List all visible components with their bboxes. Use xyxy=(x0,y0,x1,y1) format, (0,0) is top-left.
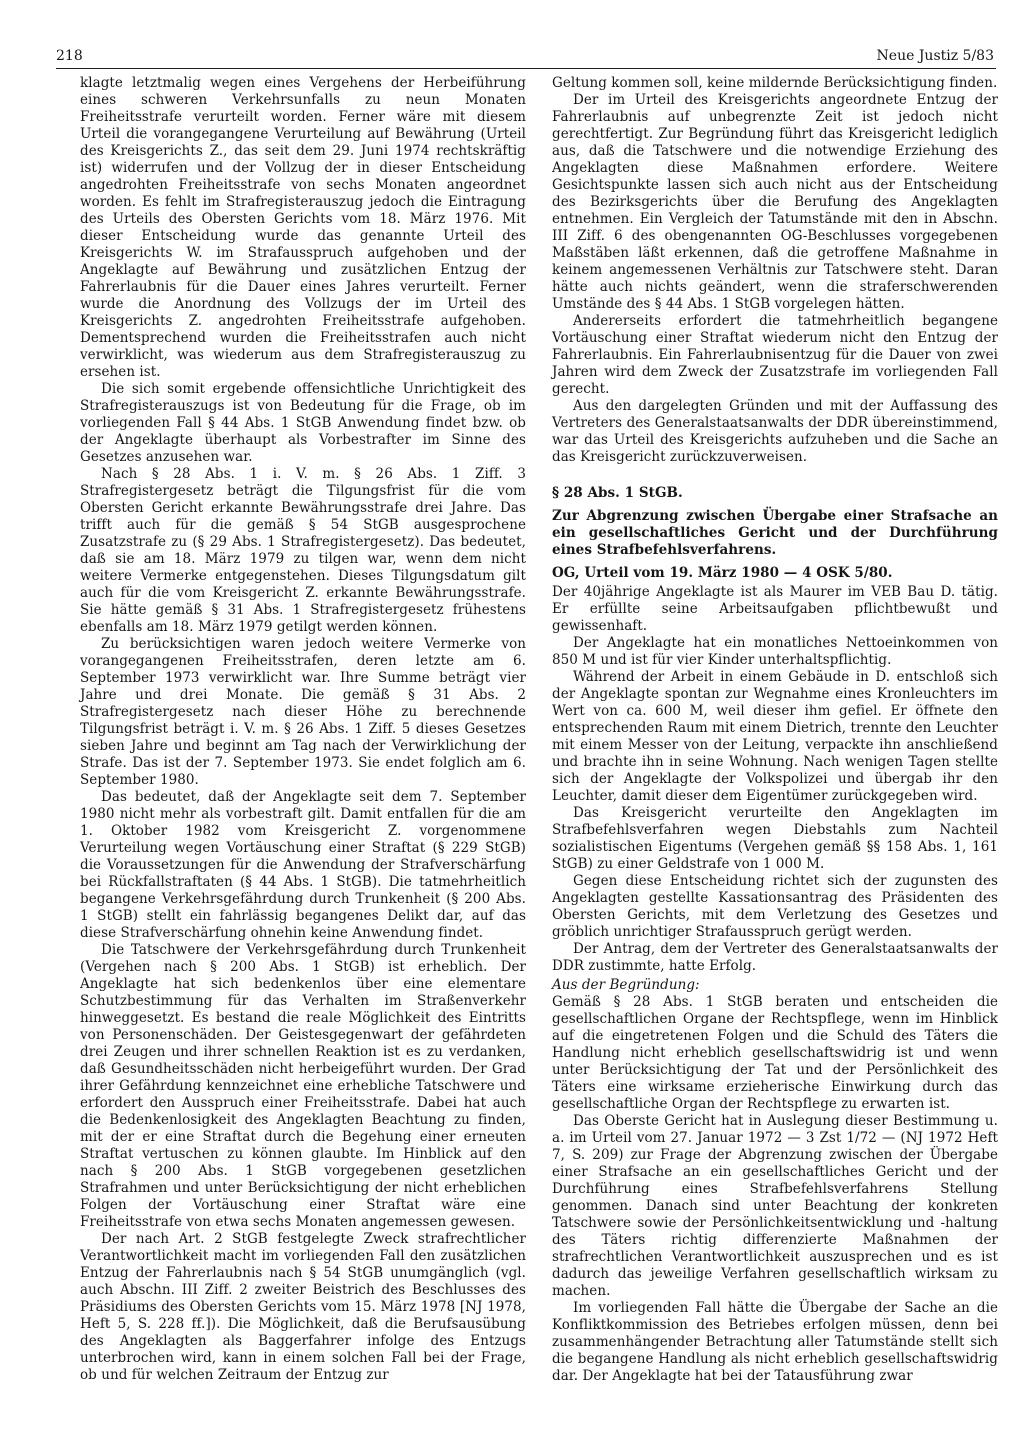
paragraph: Der Antrag, dem der Vertreter des Generalstaatsanwalts der DDR zustimmte, hatte Erfolg. xyxy=(552,941,998,974)
paragraph: Im vorliegenden Fall hätte die Übergabe der Sache an die Konfliktkommission des Betriebes erfolgen müssen, denn bei zusammenhängender Betrachtung aller Tatumstände stellt sich die begangene Handlung als nicht erheblich gesellschaftswidrig dar. Der Angeklagte hat bei der Tatausführung zwar xyxy=(552,1300,998,1384)
paragraph: Der Angeklagte hat ein monatliches Nettoeinkommen von 850 M und ist für vier Kinder unterhaltspflichtig. xyxy=(552,635,998,668)
paragraph: Das bedeutet, daß der Angeklagte seit dem 7. September 1980 nicht mehr als vorbestraft gilt. Damit entfallen für die am 1. Oktober 1982 vom Kreisgericht Z. vorgenommene Verurteilung wegen Vortäuschung einer Straftat (§ 229 StGB) die Voraussetzungen für die Anwendung der Strafverschärfung bei Rückfallstraftaten (§ 44 Abs. 1 StGB). Die tatmehrheitlich begangene Verkehrsgefährdung durch Trunkenheit (§ 200 Abs. 1 StGB) stellt ein fahrlässig begangenes Delikt dar, auf das diese Strafverschärfung ohnehin keine Anwendung findet. xyxy=(80,789,526,941)
journal-issue: Neue Justiz 5/83 xyxy=(876,48,994,64)
page-number: 218 xyxy=(56,48,83,64)
paragraph: klagte letztmalig wegen eines Vergehens der Herbeiführung eines schweren Verkehrsunfalls zu neun Monaten Freiheitsstrafe verurteilt worden. Ferner wäre mit diesem Urteil die vorangegangene Verurteilung auf Bewährung (Urteil des Kreisgerichts Z., das seit dem 29. Juni 1974 rechtskräftig ist) widerrufen und der Vollzug der in dieser Entscheidung angedrohten Freiheitsstrafe von sechs Monaten angeordnet worden. Es fehlt im Strafregisterauszug jedoch die Eintragung des Urteils des Obersten Gerichts vom 18. März 1976. Mit dieser Entscheidung wurde das genannte Urteil des Kreisgerichts W. im Strafausspruch aufgehoben und der Angeklagte auf Bewährung und zusätzlichen Entzug der Fahrerlaubnis für die Dauer eines Jahres verurteilt. Ferner wurde die Anordnung des Vollzugs der im Urteil des Kreisgerichts Z. angedrohten Freiheitsstrafe aufgehoben. Dementsprechend wurden die Freiheitsstrafen auch nicht verwirklicht, was wiederum aus dem Strafregisterauszug zu ersehen ist. xyxy=(80,75,526,380)
paragraph: Das Oberste Gericht hat in Auslegung dieser Bestimmung u. a. im Urteil vom 27. Januar 1972 — 3 Zst 1/72 — (NJ 1972 Heft 7, S. 209) zur Frage der Abgrenzung zwischen der Übergabe einer Strafsache an ein gesellschaftliches Gericht und der Durchführung eines Strafbefehlsverfahrens Stellung genommen. Danach sind unter Beachtung der konkreten Tatschwere sowie der Persönlichkeitsentwicklung und -haltung des Täters richtig differenzierte Maßnahmen der strafrechtlichen Verantwortlichkeit auszusprechen und es ist dadurch das jeweilige Verfahren gesellschaftlich wirksam zu machen. xyxy=(552,1113,998,1299)
paragraph: Aus den dargelegten Gründen und mit der Auffassung des Vertreters des Generalstaatsanwalts der DDR übereinstimmend, war das Urteil des Kreisgerichts aufzuheben und die Sache an das Kreisgericht zurückzuverweisen. xyxy=(552,398,998,465)
decision-title-heading: Zur Abgrenzung zwischen Übergabe einer Strafsache an ein gesellschaftliches Gericht und der Durchführung eines Strafbefehlsverfahrens. xyxy=(552,508,998,558)
paragraph: Die sich somit ergebende offensichtliche Unrichtigkeit des Strafregisterauszugs ist von Bedeutung für die Frage, ob im vorliegenden Fall § 44 Abs. 1 StGB Anwendung findet bzw. ob der Angeklagte überhaupt als Vorbestrafter im Sinne des Gesetzes anzusehen war. xyxy=(80,381,526,465)
paragraph: Der nach Art. 2 StGB festgelegte Zweck strafrechtlicher Verantwortlichkeit macht im vorliegenden Fall den zusätzlichen Entzug der Fahrerlaubnis nach § 54 StGB unumgänglich (vgl. auch Abschn. III Ziff. 2 zweiter Beistrich des Beschlusses des Präsidiums des Obersten Gerichts vom 15. März 1978 [NJ 1978, Heft 5, S. 228 ff.]). Die Möglichkeit, daß die Berufsausübung des Angeklagten als Baggerfahrer infolge des Entzugs unterbrochen wird, kann in einem solchen Fall bei der Frage, ob und für welchen Zeitraum der Entzug zur xyxy=(80,1231,526,1383)
decision-norm-heading: § 28 Abs. 1 StGB. xyxy=(552,485,683,501)
paragraph: Geltung kommen soll, keine mildernde Berücksichtigung finden. xyxy=(552,75,998,91)
paragraph: Zu berücksichtigen waren jedoch weitere Vermerke von vorangegangenen Freiheitsstrafen, deren letzte am 6. September 1973 verwirklicht war. Ihre Summe beträgt vier Jahre und drei Monate. Die gemäß § 31 Abs. 2 Strafregistergesetz nach dieser Höhe zu berechnende Tilgungsfrist beträgt i. V. m. § 26 Abs. 1 Ziff. 5 dieses Gesetzes sieben Jahre und beginnt am Tag nach der Verwirklichung der Strafe. Das ist der 7. September 1973. Sie endet folglich am 6. September 1980. xyxy=(80,636,526,788)
right-column xyxy=(552,75,998,1385)
reasons-label: Aus der Begründung: xyxy=(552,977,700,993)
paragraph: Das Kreisgericht verurteilte den Angeklagten im Strafbefehlsverfahren wegen Diebstahls zum Nachteil sozialistischen Eigentums (Vergehen gemäß §§ 158 Abs. 1, 161 StGB) zu einer Geldstrafe von 1 000 M. xyxy=(552,805,998,872)
paragraph: Die Tatschwere der Verkehrsgefährdung durch Trunkenheit (Vergehen nach § 200 Abs. 1 StGB) ist erheblich. Der Angeklagte hat sich bedenkenlos über eine elementare Schutzbestimmung für das Verhalten im Straßenverkehr hinweggesetzt. Es bestand die reale Möglichkeit des Eintritts von Personenschäden. Der Geistesgegenwart der gefährdeten drei Zeugen und ihrer schnellen Reaktion ist es zu verdanken, daß Gesundheitsschäden nicht herbeigeführt wurden. Der Grad ihrer Gefährdung kennzeichnet eine erhebliche Tatschwere und erfordert den Ausspruch einer Freiheitsstrafe. Dabei hat auch die Bedenkenlosigkeit des Angeklagten Beachtung zu finden, mit der er eine Straftat durch die Begehung einer erneuten Straftat vertuschen zu können glaubte. Im Hinblick auf den nach § 200 Abs. 1 StGB vorgegebenen gesetzlichen Strafrahmen und unter Berücksichtigung der nicht erheblichen Folgen der Vortäuschung einer Straftat wäre eine Freiheitsstrafe von etwa sechs Monaten angemessen gewesen. xyxy=(80,942,526,1230)
paragraph: Andererseits erfordert die tatmehrheitlich begangene Vortäuschung einer Straftat wiederum nicht den Entzug der Fahrerlaubnis. Ein Fahrerlaubnisentzug für die Dauer von zwei Jahren wird dem Zweck der Zusatzstrafe im vorliegenden Fall gerecht. xyxy=(552,313,998,397)
paragraph: Nach § 28 Abs. 1 i. V. m. § 26 Abs. 1 Ziff. 3 Strafregistergesetz beträgt die Tilgungsfrist für die vom Obersten Gericht erkannte Bewährungsstrafe drei Jahre. Das trifft auch für die gemäß § 54 StGB ausgesprochene Zusatzstrafe zu (§ 29 Abs. 1 Strafregistergesetz). Das bedeutet, daß sie am 18. März 1979 zu tilgen war, wenn dem nicht weitere Vermerke entgegenstehen. Dieses Tilgungsdatum gilt auch für die vom Kreisgericht Z. erkannte Bewährungsstrafe. Sie hätte gemäß § 31 Abs. 1 Strafregistergesetz frühestens ebenfalls am 18. März 1979 getilgt werden können. xyxy=(80,466,526,635)
decision-citation: OG, Urteil vom 19. März 1980 — 4 OSK 5/80. xyxy=(552,565,893,581)
paragraph: Der im Urteil des Kreisgerichts angeordnete Entzug der Fahrerlaubnis auf unbegrenzte Zeit ist jedoch nicht gerechtfertigt. Zur Begründung führt das Kreisgericht lediglich aus, daß die Tatschwere und die notwendige Erziehung des Angeklagten diese Maßnahmen erfordere. Weitere Gesichtspunkte lassen sich auch nicht aus der Entscheidung des Bezirksgerichts über die Berufung des Angeklagten entnehmen. Ein Vergleich der Tatumstände mit den in Abschn. III Ziff. 6 des obengenannten OG-Beschlusses vorgegebenen Maßstäben läßt erkennen, daß die getroffene Maßnahme in keinem angemessenen Verhältnis zur Tatschwere steht. Daran hätte auch nichts geändert, wenn die straferschwerenden Umstände des § 44 Abs. 1 StGB vorgelegen hätten. xyxy=(552,92,998,312)
paragraph: Gemäß § 28 Abs. 1 StGB beraten und entscheiden die gesellschaftlichen Organe der Rechtspflege, wenn im Hinblick auf die eingetretenen Folgen und die Schuld des Täters die Handlung nicht erheblich gesellschaftswidrig ist und wenn unter Berücksichtigung der Tat und der Persönlichkeit des Täters eine wirksame erzieherische Einwirkung durch das gesellschaftliche Organ der Rechtspflege zu erwarten ist. xyxy=(552,994,998,1112)
paragraph: Gegen diese Entscheidung richtet sich der zugunsten des Angeklagten gestellte Kassationsantrag des Präsidenten des Obersten Gerichts, mit dem Verletzung des Gesetzes und gröblich unrichtiger Strafausspruch gerügt werden. xyxy=(552,873,998,940)
header-rule xyxy=(56,68,996,69)
left-column xyxy=(80,75,526,1384)
paragraph: Während der Arbeit in einem Gebäude in D. entschloß sich der Angeklagte spontan zur Wegnahme eines Kronleuchters im Wert von ca. 600 M, weil dieser ihm gefiel. Er öffnete den entsprechenden Raum mit einem Dietrich, trennte den Leuchter mit einem Messer von der Leitung, verpackte ihn anschließend und brachte ihn in seine Wohnung. Nach wenigen Tagen stellte sich der Angeklagte der Volkspolizei und übergab ihr den Leuchter, damit dieser dem Eigentümer zurückgegeben wird. xyxy=(552,669,998,804)
paragraph: Der 40jährige Angeklagte ist als Maurer im VEB Bau D. tätig. Er erfüllte seine Arbeitsaufgaben pflichtbewußt und gewissenhaft. xyxy=(552,584,998,634)
